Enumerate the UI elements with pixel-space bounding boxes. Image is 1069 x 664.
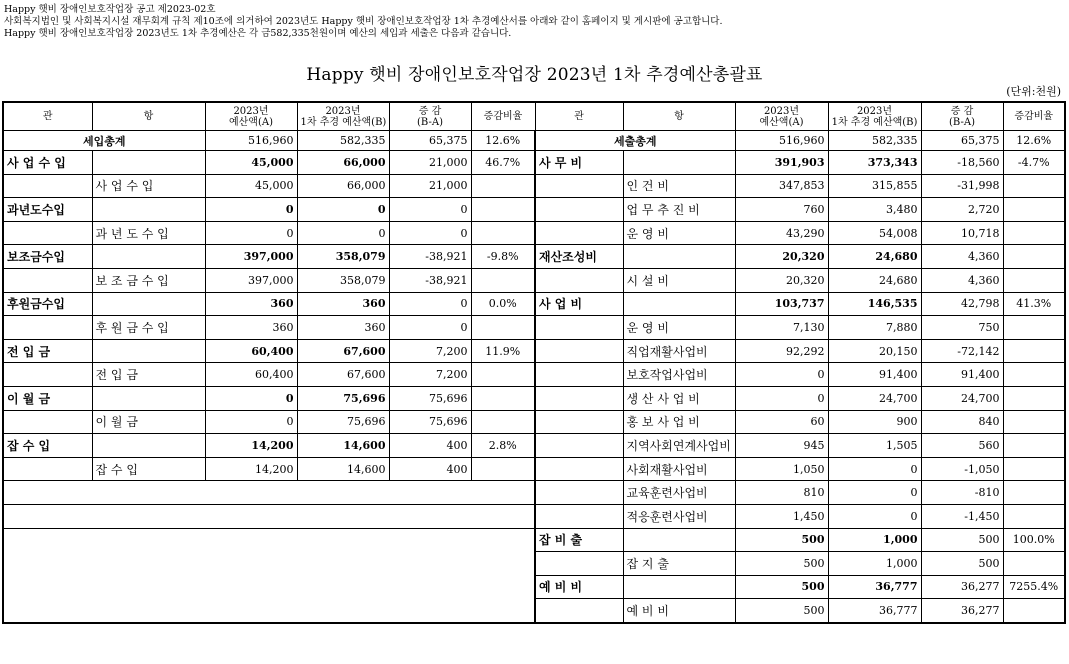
expense-ratio-cell [1003,316,1065,340]
expense-gwan-cell [535,198,623,222]
table-row [3,339,1065,363]
notice-basis: 사회복지법인 및 사회복지시설 재무회계 규칙 제10조에 의거하여 2023년도 Happy 햇비 장애인보호작업장 1차 추경예산서를 아래와 같이 홈페이지 및 게시판에 공고합니다. [4,16,723,27]
income-diff-cell: 75,696 [389,386,471,410]
income-gwan-cell: 사 업 수 입 [3,151,92,175]
expense-gwan-cell [535,268,623,292]
notice-number: Happy 햇비 장애인보호작업장 공고 제2023-02호 [4,4,216,15]
income-total-label: 세입총계 [3,131,205,151]
expense-gwan-cell [535,552,623,576]
expense-total-ratio: 12.6% [1003,131,1065,151]
expense-diff-cell: 10,718 [921,221,1003,245]
expense-hang-cell: 교육훈련사업비 [623,481,735,505]
expense-budget-a-cell: 500 [735,528,828,552]
expense-hang-cell: 보호작업사업비 [623,363,735,387]
table-row [3,481,1065,505]
expense-gwan-cell [535,221,623,245]
expense-total-label: 세출총계 [535,131,735,151]
expense-diff-cell: 36,277 [921,575,1003,599]
expense-budget-a-cell: 500 [735,599,828,623]
income-hang-cell: 잡 수 입 [92,457,205,481]
expense-ratio-cell [1003,221,1065,245]
income-empty-cell [3,528,535,623]
income-ratio-cell [471,221,535,245]
expense-budget-b-cell: 3,480 [828,198,921,222]
header-gwan-income: 관 [3,102,92,131]
expense-hang-cell: 업 무 추 진 비 [623,198,735,222]
income-ratio-cell: -9.8% [471,245,535,269]
expense-diff-cell: 91,400 [921,363,1003,387]
income-diff-cell: 7,200 [389,363,471,387]
expense-budget-b-cell: 7,880 [828,316,921,340]
table-row [3,151,1065,175]
expense-ratio-cell [1003,504,1065,528]
expense-ratio-cell [1003,339,1065,363]
income-hang-cell: 보 조 금 수 입 [92,268,205,292]
expense-hang-cell: 생 산 사 업 비 [623,386,735,410]
expense-budget-b-cell: 20,150 [828,339,921,363]
income-budget-b-cell: 14,600 [297,434,389,458]
table-row [3,174,1065,198]
income-budget-a-cell: 0 [205,410,297,434]
table-row [3,363,1065,387]
income-hang-cell: 이 월 금 [92,410,205,434]
income-hang-cell [92,198,205,222]
expense-diff-cell: 24,700 [921,386,1003,410]
income-gwan-cell: 전 입 금 [3,339,92,363]
expense-gwan-cell [535,504,623,528]
expense-gwan-cell [535,386,623,410]
income-total-ratio: 12.6% [471,131,535,151]
expense-budget-a-cell: 0 [735,363,828,387]
expense-ratio-cell [1003,410,1065,434]
income-budget-b-cell: 0 [297,221,389,245]
income-budget-b-cell: 75,696 [297,410,389,434]
expense-budget-b-cell: 315,855 [828,174,921,198]
expense-budget-a-cell: 43,290 [735,221,828,245]
expense-ratio-cell: 41.3% [1003,292,1065,316]
expense-diff-cell: 750 [921,316,1003,340]
income-ratio-cell [471,174,535,198]
income-budget-a-cell: 397,000 [205,245,297,269]
income-budget-b-cell: 14,600 [297,457,389,481]
unit-label: (단위:천원) [1006,85,1061,98]
expense-budget-b-cell: 0 [828,504,921,528]
expense-gwan-cell [535,457,623,481]
expense-gwan-cell [535,481,623,505]
income-hang-cell [92,339,205,363]
expense-budget-a-cell: 945 [735,434,828,458]
expense-budget-b-cell: 373,343 [828,151,921,175]
table-row [3,245,1065,269]
expense-budget-b-cell: 0 [828,457,921,481]
expense-gwan-cell [535,363,623,387]
income-hang-cell: 전 입 금 [92,363,205,387]
income-gwan-cell [3,363,92,387]
expense-ratio-cell: -4.7% [1003,151,1065,175]
expense-diff-cell: 4,360 [921,268,1003,292]
income-ratio-cell [471,268,535,292]
expense-ratio-cell: 7255.4% [1003,575,1065,599]
income-ratio-cell: 2.8% [471,434,535,458]
expense-budget-a-cell: 500 [735,552,828,576]
income-ratio-cell [471,410,535,434]
expense-hang-cell: 인 건 비 [623,174,735,198]
header-budget-b-income: 2023년 1차 추경 예산액(B) [297,102,389,131]
income-gwan-cell [3,410,92,434]
expense-budget-a-cell: 92,292 [735,339,828,363]
income-gwan-cell: 보조금수입 [3,245,92,269]
table-row [3,268,1065,292]
expense-hang-cell: 잡 지 출 [623,552,735,576]
expense-gwan-cell [535,410,623,434]
income-budget-b-cell: 67,600 [297,363,389,387]
income-total-a: 516,960 [205,131,297,151]
table-row [3,292,1065,316]
income-budget-b-cell: 66,000 [297,151,389,175]
header-ratio-income: 증감비율 [471,102,535,131]
income-ratio-cell: 11.9% [471,339,535,363]
expense-budget-b-cell: 54,008 [828,221,921,245]
table-row [3,221,1065,245]
expense-budget-a-cell: 347,853 [735,174,828,198]
income-hang-cell: 사 업 수 입 [92,174,205,198]
income-total-diff: 65,375 [389,131,471,151]
expense-gwan-cell [535,434,623,458]
income-hang-cell [92,434,205,458]
income-ratio-cell [471,363,535,387]
budget-table [2,101,1066,624]
income-budget-b-cell: 75,696 [297,386,389,410]
income-budget-a-cell: 14,200 [205,434,297,458]
table-header-row [3,102,1065,131]
income-budget-b-cell: 358,079 [297,245,389,269]
expense-budget-a-cell: 7,130 [735,316,828,340]
expense-hang-cell: 사회재활사업비 [623,457,735,481]
expense-gwan-cell: 사 무 비 [535,151,623,175]
expense-diff-cell: 42,798 [921,292,1003,316]
expense-total-b: 582,335 [828,131,921,151]
income-budget-a-cell: 45,000 [205,174,297,198]
expense-diff-cell: -31,998 [921,174,1003,198]
expense-budget-a-cell: 0 [735,386,828,410]
income-budget-b-cell: 360 [297,316,389,340]
income-empty-cell [3,504,535,528]
expense-diff-cell: -1,050 [921,457,1003,481]
income-diff-cell: 0 [389,292,471,316]
expense-hang-cell [623,575,735,599]
income-hang-cell [92,292,205,316]
expense-hang-cell [623,245,735,269]
expense-budget-b-cell: 36,777 [828,599,921,623]
income-ratio-cell [471,386,535,410]
income-hang-cell [92,151,205,175]
income-diff-cell: 0 [389,316,471,340]
income-empty-cell [3,481,535,505]
expense-ratio-cell [1003,552,1065,576]
expense-ratio-cell [1003,457,1065,481]
expense-budget-a-cell: 810 [735,481,828,505]
income-diff-cell: 21,000 [389,174,471,198]
income-budget-b-cell: 66,000 [297,174,389,198]
expense-diff-cell: 560 [921,434,1003,458]
expense-budget-b-cell: 1,000 [828,552,921,576]
expense-budget-a-cell: 500 [735,575,828,599]
income-diff-cell: -38,921 [389,245,471,269]
expense-budget-b-cell: 24,680 [828,268,921,292]
income-ratio-cell [471,198,535,222]
expense-hang-cell: 예 비 비 [623,599,735,623]
expense-budget-a-cell: 391,903 [735,151,828,175]
header-hang-expense: 항 [623,102,735,131]
expense-gwan-cell: 사 업 비 [535,292,623,316]
expense-gwan-cell: 재산조성비 [535,245,623,269]
income-diff-cell: 75,696 [389,410,471,434]
table-row [3,457,1065,481]
income-gwan-cell: 후원금수입 [3,292,92,316]
expense-diff-cell: -1,450 [921,504,1003,528]
income-budget-b-cell: 67,600 [297,339,389,363]
income-budget-a-cell: 360 [205,292,297,316]
expense-hang-cell [623,528,735,552]
income-budget-a-cell: 360 [205,316,297,340]
income-budget-a-cell: 60,400 [205,363,297,387]
expense-hang-cell: 운 영 비 [623,316,735,340]
income-hang-cell [92,245,205,269]
expense-budget-a-cell: 103,737 [735,292,828,316]
table-row [3,316,1065,340]
header-hang-income: 항 [92,102,205,131]
expense-ratio-cell [1003,481,1065,505]
income-diff-cell: 21,000 [389,151,471,175]
header-diff-income: 증 감 (B-A) [389,102,471,131]
expense-ratio-cell [1003,174,1065,198]
income-budget-b-cell: 0 [297,198,389,222]
expense-total-a: 516,960 [735,131,828,151]
expense-ratio-cell [1003,268,1065,292]
expense-ratio-cell [1003,599,1065,623]
expense-budget-b-cell: 24,680 [828,245,921,269]
table-row [3,528,1065,552]
expense-diff-cell: 36,277 [921,599,1003,623]
expense-budget-b-cell: 36,777 [828,575,921,599]
expense-ratio-cell: 100.0% [1003,528,1065,552]
header-ratio-expense: 증감비율 [1003,102,1065,131]
income-total-b: 582,335 [297,131,389,151]
income-gwan-cell [3,221,92,245]
income-hang-cell [92,386,205,410]
income-gwan-cell: 과년도수입 [3,198,92,222]
income-gwan-cell: 이 월 금 [3,386,92,410]
expense-budget-b-cell: 1,505 [828,434,921,458]
expense-hang-cell [623,151,735,175]
expense-hang-cell: 직업재활사업비 [623,339,735,363]
page-title: Happy 햇비 장애인보호작업장 2023년 1차 추경예산총괄표 [306,65,763,85]
header-budget-a-expense: 2023년 예산액(A) [735,102,828,131]
income-gwan-cell [3,316,92,340]
table-row [3,198,1065,222]
notice-summary: Happy 햇비 장애인보호작업장 2023년도 1차 추경예산은 각 금582,335천원이며 예산의 세입과 세출은 다음과 같습니다. [4,28,512,39]
totals-row [3,131,1065,151]
expense-total-diff: 65,375 [921,131,1003,151]
expense-ratio-cell [1003,434,1065,458]
expense-ratio-cell [1003,386,1065,410]
expense-hang-cell: 운 영 비 [623,221,735,245]
income-diff-cell: 7,200 [389,339,471,363]
expense-budget-b-cell: 146,535 [828,292,921,316]
income-hang-cell: 후 원 금 수 입 [92,316,205,340]
income-ratio-cell: 46.7% [471,151,535,175]
income-gwan-cell [3,174,92,198]
income-budget-a-cell: 0 [205,198,297,222]
expense-hang-cell: 지역사회연계사업비 [623,434,735,458]
income-gwan-cell: 잡 수 입 [3,434,92,458]
expense-diff-cell: -810 [921,481,1003,505]
expense-budget-a-cell: 1,450 [735,504,828,528]
expense-gwan-cell [535,174,623,198]
income-ratio-cell: 0.0% [471,292,535,316]
income-gwan-cell [3,457,92,481]
expense-hang-cell: 시 설 비 [623,268,735,292]
income-diff-cell: 0 [389,221,471,245]
expense-gwan-cell [535,316,623,340]
expense-ratio-cell [1003,245,1065,269]
header-budget-a-income: 2023년 예산액(A) [205,102,297,131]
header-budget-b-expense: 2023년 1차 추경 예산액(B) [828,102,921,131]
expense-ratio-cell [1003,198,1065,222]
expense-diff-cell: 4,360 [921,245,1003,269]
expense-budget-b-cell: 0 [828,481,921,505]
expense-diff-cell: 2,720 [921,198,1003,222]
expense-budget-a-cell: 20,320 [735,268,828,292]
expense-budget-b-cell: 91,400 [828,363,921,387]
income-budget-b-cell: 358,079 [297,268,389,292]
expense-ratio-cell [1003,363,1065,387]
expense-hang-cell: 홍 보 사 업 비 [623,410,735,434]
expense-gwan-cell: 예 비 비 [535,575,623,599]
income-ratio-cell [471,316,535,340]
income-budget-a-cell: 397,000 [205,268,297,292]
table-row [3,386,1065,410]
expense-gwan-cell: 잡 비 출 [535,528,623,552]
income-gwan-cell [3,268,92,292]
income-budget-b-cell: 360 [297,292,389,316]
income-hang-cell: 과 년 도 수 입 [92,221,205,245]
expense-budget-b-cell: 900 [828,410,921,434]
header-gwan-expense: 관 [535,102,623,131]
table-row [3,434,1065,458]
expense-diff-cell: 500 [921,528,1003,552]
expense-budget-a-cell: 760 [735,198,828,222]
income-budget-a-cell: 60,400 [205,339,297,363]
expense-hang-cell: 적응훈련사업비 [623,504,735,528]
income-budget-a-cell: 0 [205,386,297,410]
income-diff-cell: 400 [389,434,471,458]
income-diff-cell: 400 [389,457,471,481]
expense-diff-cell: 500 [921,552,1003,576]
expense-budget-a-cell: 20,320 [735,245,828,269]
income-budget-a-cell: 45,000 [205,151,297,175]
table-row [3,410,1065,434]
income-budget-a-cell: 14,200 [205,457,297,481]
table-row [3,504,1065,528]
income-ratio-cell [471,457,535,481]
expense-budget-a-cell: 60 [735,410,828,434]
income-budget-a-cell: 0 [205,221,297,245]
expense-diff-cell: -72,142 [921,339,1003,363]
expense-budget-b-cell: 24,700 [828,386,921,410]
expense-budget-a-cell: 1,050 [735,457,828,481]
expense-hang-cell [623,292,735,316]
expense-diff-cell: 840 [921,410,1003,434]
income-diff-cell: -38,921 [389,268,471,292]
income-diff-cell: 0 [389,198,471,222]
expense-diff-cell: -18,560 [921,151,1003,175]
expense-budget-b-cell: 1,000 [828,528,921,552]
expense-gwan-cell [535,599,623,623]
expense-gwan-cell [535,339,623,363]
header-diff-expense: 증 감 (B-A) [921,102,1003,131]
